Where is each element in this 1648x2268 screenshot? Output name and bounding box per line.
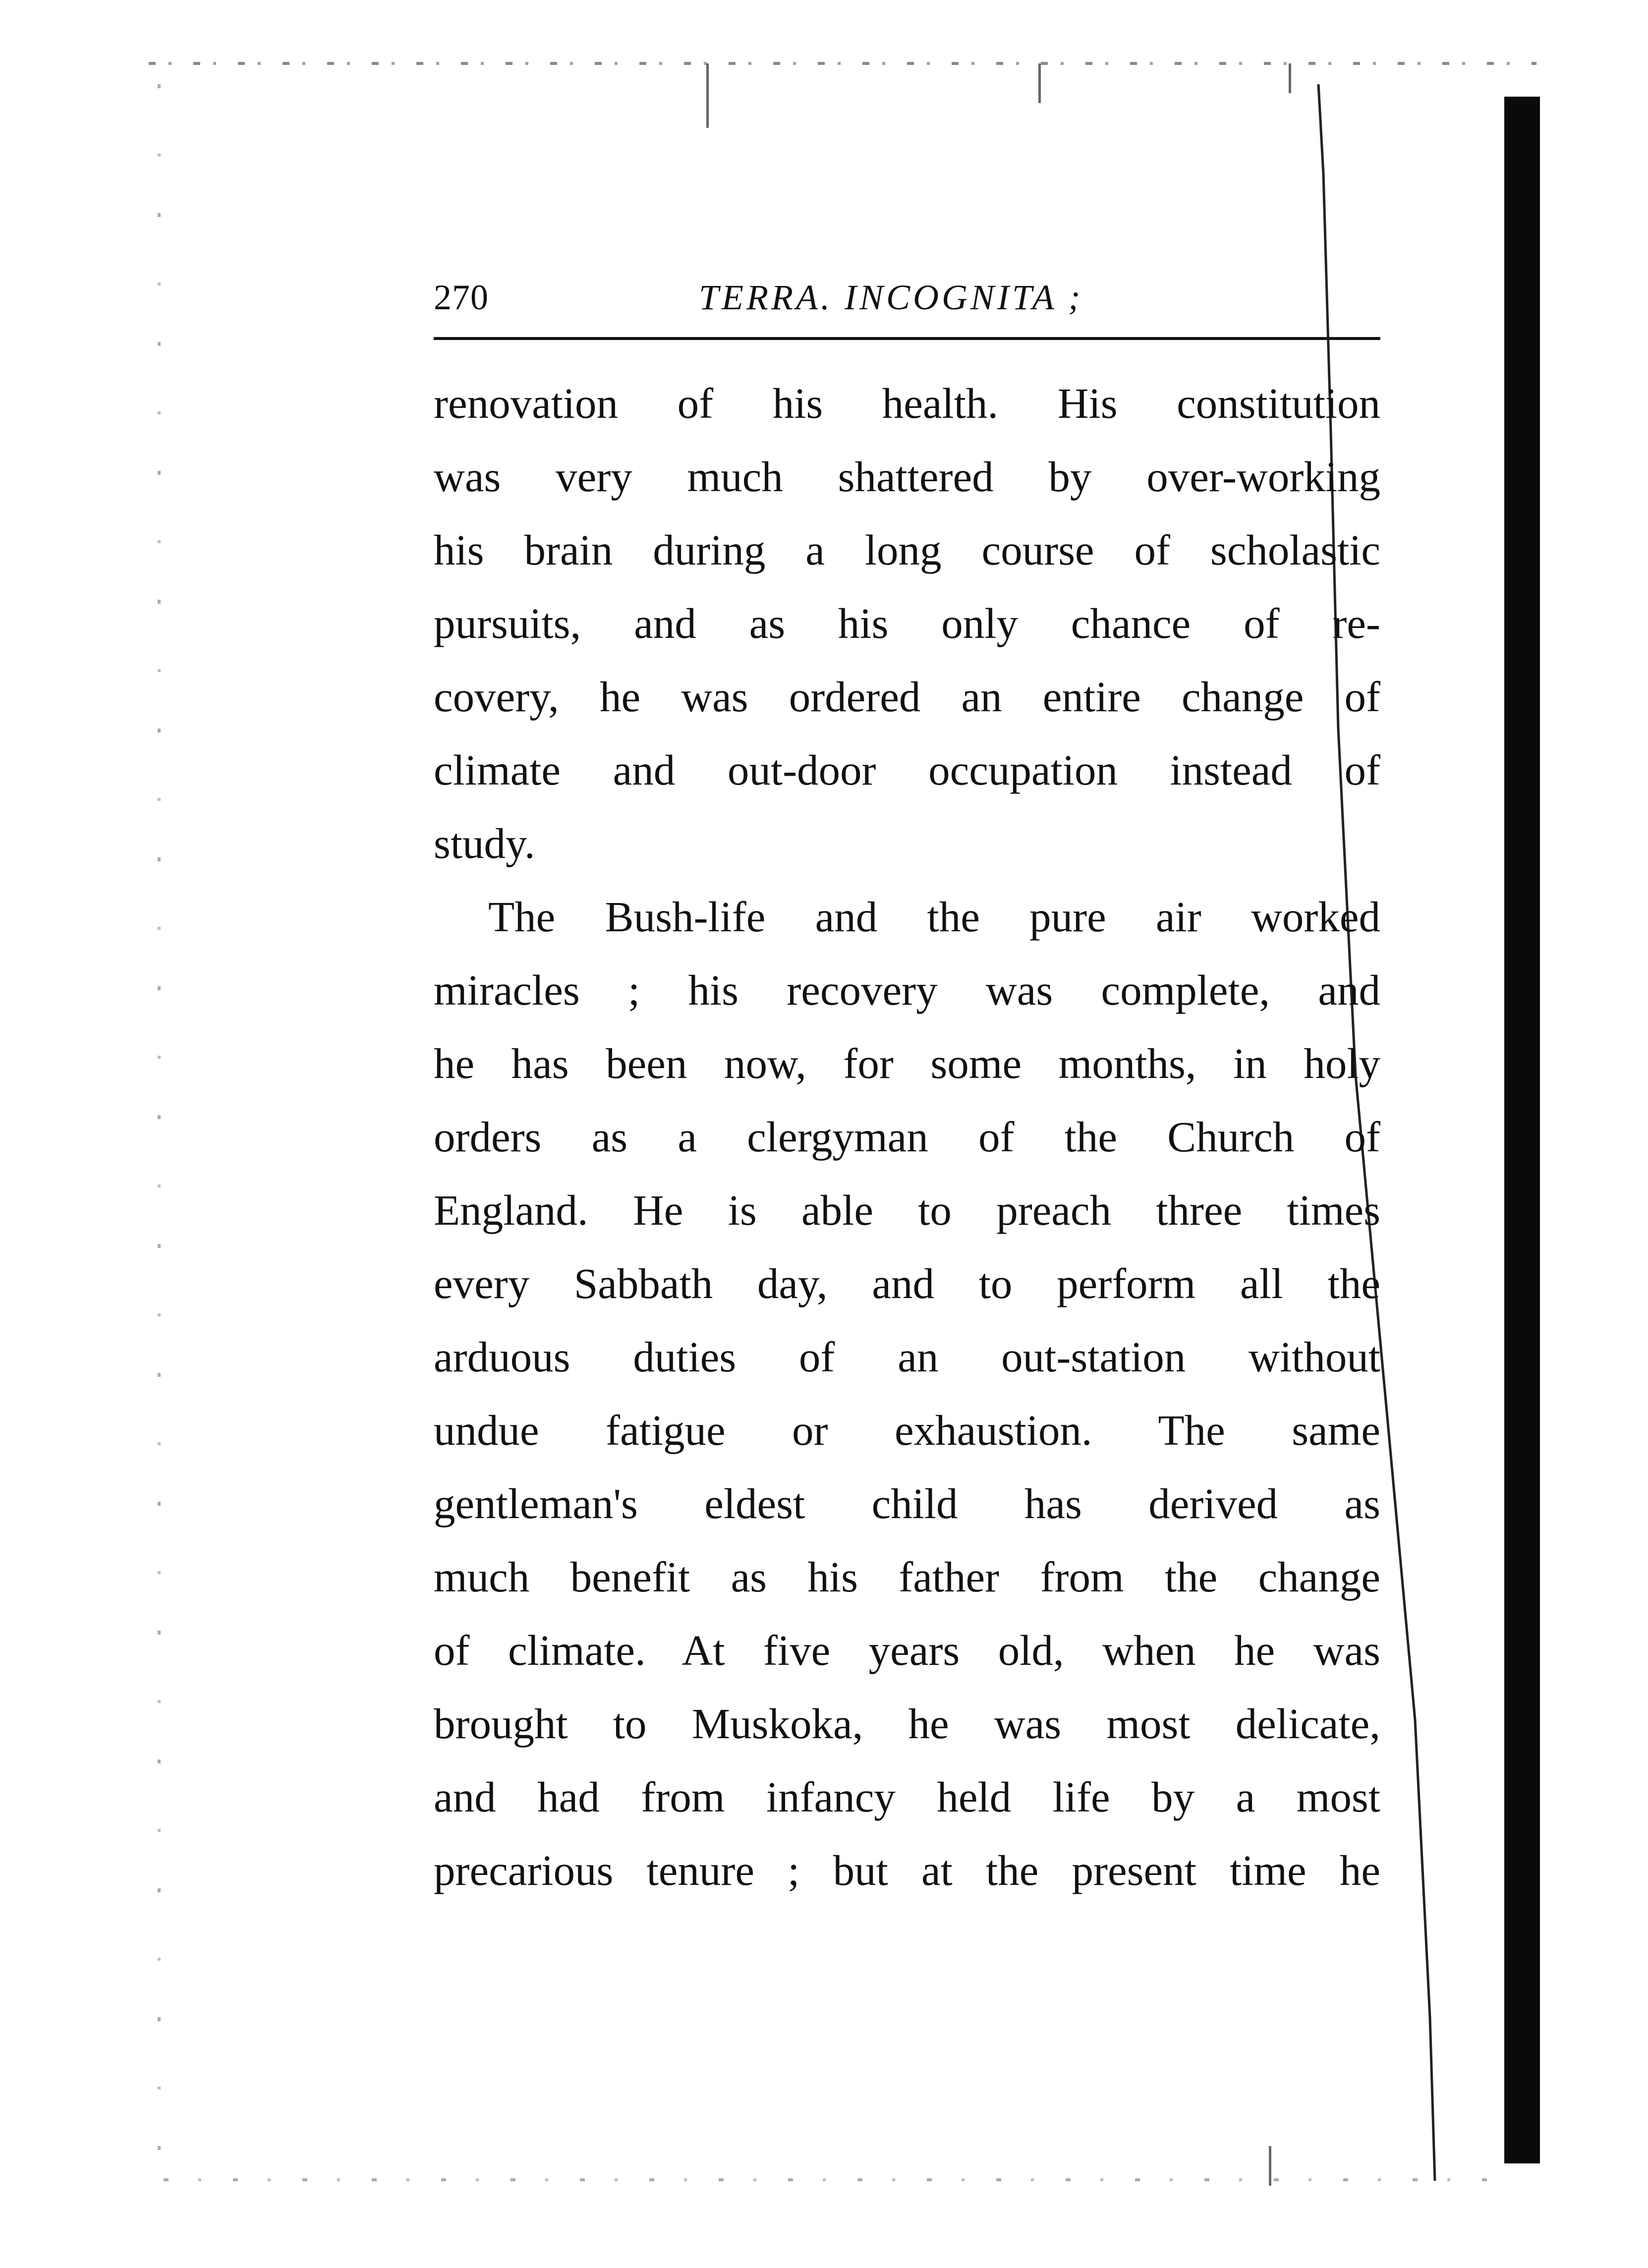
scan-mark (1269, 2146, 1271, 2186)
scan-mark (1289, 63, 1291, 93)
text-line: orders as a clergyman of the Church of (434, 1113, 1380, 1161)
paragraph (434, 367, 1380, 880)
scan-mark (706, 63, 709, 128)
scan-edge-left (158, 84, 161, 2166)
scan-edge-bottom (164, 2178, 1502, 2181)
running-head (434, 270, 1380, 325)
text-line: renovation of his health. His constitution (434, 379, 1380, 427)
text-line: his brain during a long course of scholastic (434, 526, 1380, 574)
text-line: study. (434, 819, 535, 867)
gutter-shadow (1504, 97, 1540, 2163)
text-line: he has been now, for some months, in holy (434, 1039, 1380, 1087)
header-rule (434, 337, 1380, 340)
text-line: arduous duties of an out-station without (434, 1333, 1380, 1381)
text-line: every Sabbath day, and to perform all the (434, 1259, 1380, 1307)
running-title: TERRA. INCOGNITA ; (699, 278, 1083, 317)
text-line: climate and out-door occupation instead of (434, 746, 1380, 794)
text-line: covery, he was ordered an entire change of (434, 673, 1380, 721)
text-line: The Bush-life and the pure air worked (488, 893, 1380, 941)
text-line: and had from infancy held life by a most (434, 1773, 1380, 1821)
text-line: precarious tenure ; but at the present time he (434, 1846, 1380, 1894)
text-line: undue fatigue or exhaustion. The same (434, 1406, 1380, 1454)
text-line: of climate. At five years old, when he was (434, 1626, 1380, 1674)
text-line: brought to Muskoka, he was most delicate, (434, 1700, 1380, 1748)
text-line: miracles ; his recovery was complete, and (434, 966, 1380, 1014)
text-line: much benefit as his father from the change (434, 1553, 1380, 1601)
text-line: pursuits, and as his only chance of re- (434, 599, 1380, 647)
text-line: was very much shattered by over-working (434, 453, 1380, 501)
paragraph (434, 880, 1380, 1907)
scan-mark (1038, 63, 1041, 103)
text-line: gentleman's eldest child has derived as (434, 1479, 1380, 1528)
page-number: 270 (434, 278, 489, 317)
scan-edge-top (149, 62, 1536, 65)
body-text (434, 367, 1380, 1907)
text-line: England. He is able to preach three times (434, 1186, 1380, 1234)
